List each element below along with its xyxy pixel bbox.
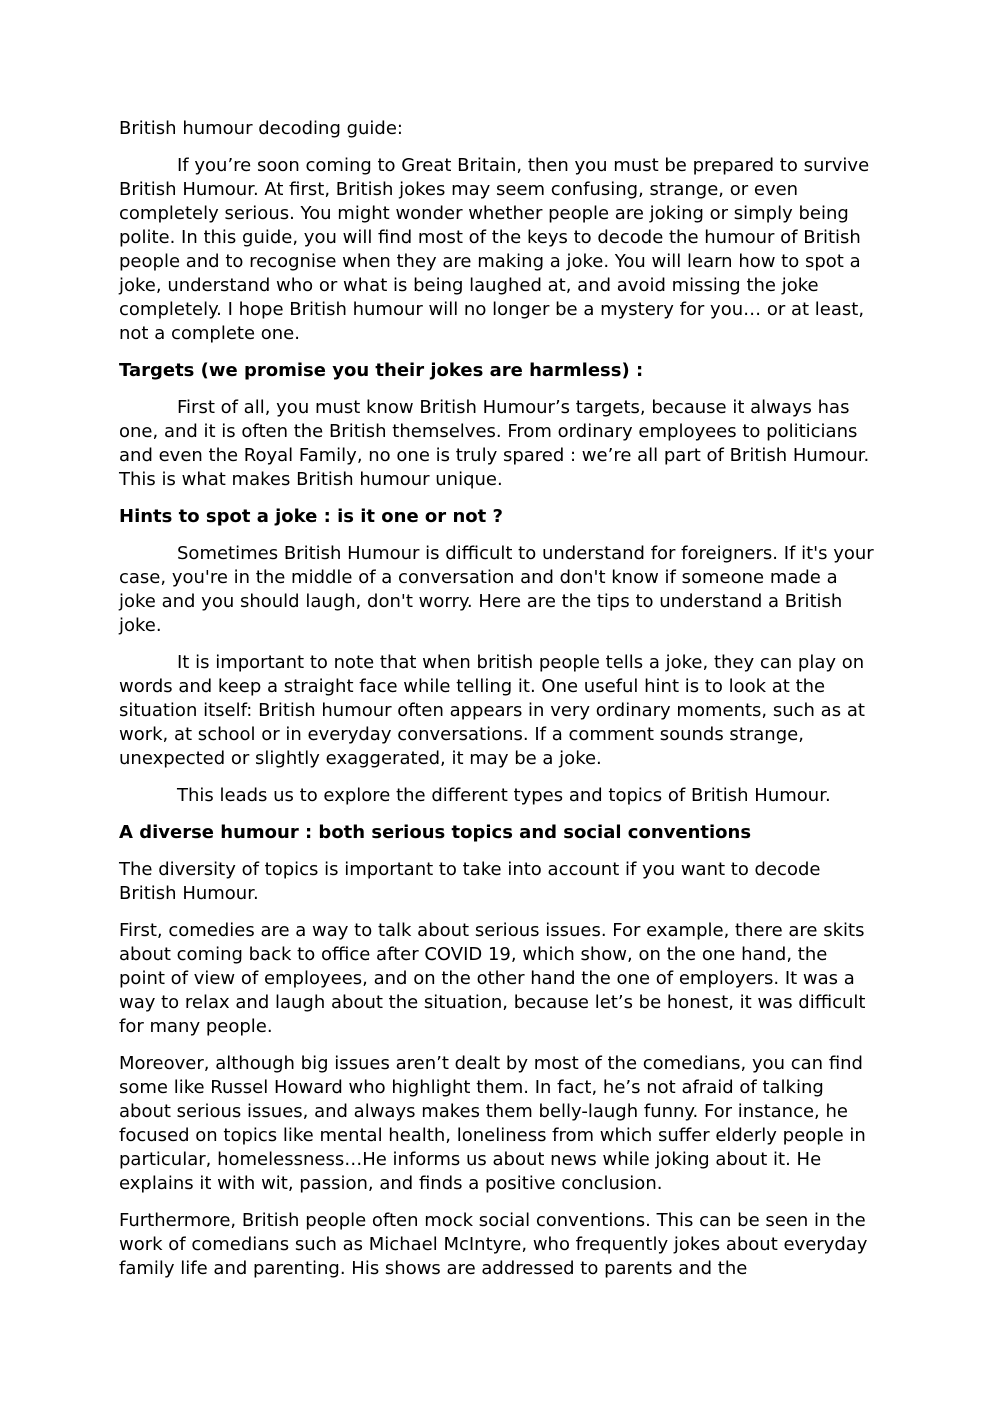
section-heading-targets: Targets (we promise you their jokes are harmless) :: [119, 360, 644, 381]
paragraph: This leads us to explore the different types and topics of British Humour.: [177, 785, 831, 806]
paragraph: Sometimes British Humour is difficult to understand for foreigners. If it's your case, you're in the middle of a conversation and don't know if someone made a joke and you should laugh, don't worry. Here are the tips to understand a British joke.: [119, 543, 874, 636]
paragraph: First of all, you must know British Humour’s targets, because it always has one, and it is often the British themselves. From ordinary employees to politicians and even the Royal Family, no one is truly spared : we’re all part of British Humour. This is what makes British humour unique.: [119, 397, 870, 490]
paragraph: Moreover, although big issues aren’t dealt by most of the comedians, you can find some like Russel Howard who highlight them. In fact, he’s not afraid of talking about serious issues, and always makes them belly-laugh funny. For instance, he focused on topics like mental health, loneliness from which suffer elderly people in particular, homelessness…He informs us about news while joking about it. He explains it with wit, passion, and finds a positive conclusion.: [119, 1053, 866, 1194]
section-heading-hints: Hints to spot a joke : is it one or not ?: [119, 506, 503, 527]
paragraph: Furthermore, British people often mock social conventions. This can be seen in the work of comedians such as Michael McIntyre, who frequently jokes about everyday family life and parenting. His shows are addressed to parents and the: [119, 1210, 868, 1279]
document-title: British humour decoding guide:: [119, 118, 404, 139]
paragraph: The diversity of topics is important to take into account if you want to decode British Humour.: [119, 859, 821, 904]
document-page: [119, 117, 875, 1294]
intro-paragraph: If you’re soon coming to Great Britain, then you must be prepared to survive British Humour. At first, British jokes may seem confusing, strange, or even completely serious. You might wonder whether people are joking or simply being polite. In this guide, you will find most of the keys to decode the humour of British people and to recognise when they are making a joke. You will learn how to spot a joke, understand who or what is being laughed at, and avoid missing the joke completely. I hope British humour will no longer be a mystery for you… or at least, not a complete one.: [119, 155, 870, 344]
paragraph: First, comedies are a way to talk about serious issues. For example, there are skits about coming back to office after COVID 19, which show, on the one hand, the point of view of employees, and on the other hand the one of employers. It was a way to relax and laugh about the situation, because let’s be honest, it was difficult for many people.: [119, 920, 866, 1037]
paragraph: It is important to note that when british people tells a joke, they can play on words and keep a straight face while telling it. One useful hint is to look at the situation itself: British humour often appears in very ordinary moments, such as at work, at school or in everyday conversations. If a comment sounds strange, unexpected or slightly exaggerated, it may be a joke.: [119, 652, 865, 769]
section-heading-diverse-humour: A diverse humour : both serious topics and social conventions: [119, 822, 752, 843]
